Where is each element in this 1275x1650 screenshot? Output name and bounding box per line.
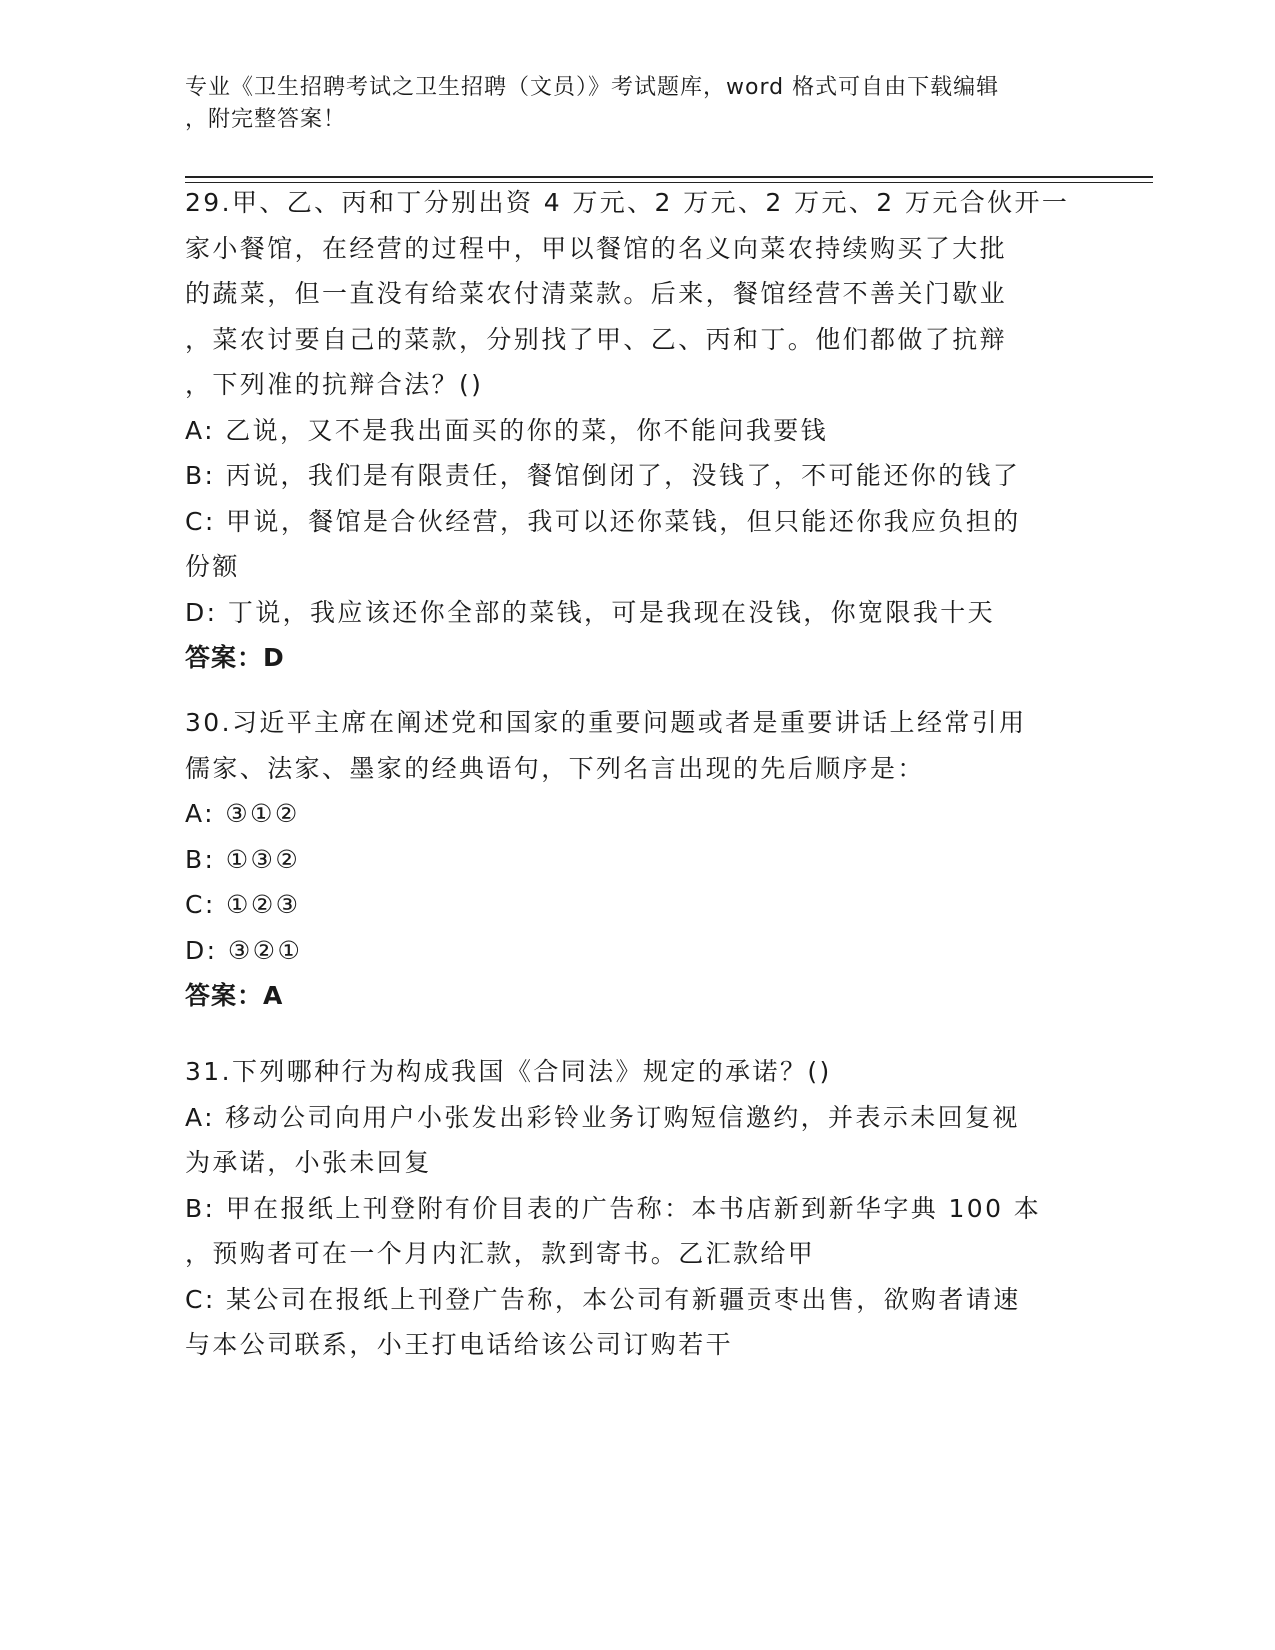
option-b: B: ①③② xyxy=(185,844,301,874)
option-b: B: 丙说，我们是有限责任，餐馆倒闭了，没钱了，不可能还你的钱了 xyxy=(185,461,1021,490)
option-a: A: 移动公司向用户小张发出彩铃业务订购短信邀约，并表示未回复视 xyxy=(185,1102,1020,1132)
question-30 xyxy=(185,700,1085,1019)
question-stem-line: 31.下列哪种行为构成我国《合同法》规定的承诺？() xyxy=(185,1057,832,1086)
option-a-continued: 为承诺，小张未回复 xyxy=(185,1148,432,1177)
question-29 xyxy=(185,180,1085,681)
question-stem-line: ，菜农讨要自己的菜款，分别找了甲、乙、丙和丁。他们都做了抗辩 xyxy=(185,324,1008,354)
document-header xyxy=(185,72,1085,136)
question-stem-line: 30.习近平主席在阐述党和国家的重要问题或者是重要讲话上经常引用 xyxy=(185,708,1027,737)
option-c-continued: 与本公司联系，小王打电话给该公司订购若干 xyxy=(185,1330,734,1359)
option-b-continued: ，预购者可在一个月内汇款，款到寄书。乙汇款给甲 xyxy=(185,1239,816,1268)
header-line-1: 专业《卫生招聘考试之卫生招聘（文员）》考试题库，word 格式可自由下载编辑 xyxy=(185,75,1000,100)
header-divider-thick xyxy=(185,176,1153,178)
option-b: B: 甲在报纸上刊登附有价目表的广告称：本书店新到新华字典 100 本 xyxy=(185,1193,1042,1223)
option-c: C: 甲说，餐馆是合伙经营，我可以还你菜钱，但只能还你我应负担的 xyxy=(185,506,1021,536)
question-stem-line: 家小餐馆，在经营的过程中，甲以餐馆的名义向菜农持续购买了大批 xyxy=(185,233,1008,263)
option-d: D: 丁说，我应该还你全部的菜钱，可是我现在没钱，你宽限我十天 xyxy=(185,597,996,627)
option-c: C: ①②③ xyxy=(185,890,301,919)
answer-label: 答案：A xyxy=(185,981,284,1010)
question-stem-line: 儒家、法家、墨家的经典语句，下列名言出现的先后顺序是： xyxy=(185,753,925,783)
option-d: D: ③②① xyxy=(185,935,303,965)
question-stem-line: 的蔬菜，但一直没有给菜农付清菜款。后来，餐馆经营不善关门歇业 xyxy=(185,279,1008,308)
question-31 xyxy=(185,1049,1085,1368)
option-c-continued: 份额 xyxy=(185,552,240,581)
option-c: C: 某公司在报纸上刊登广告称，本公司有新疆贡枣出售，欲购者请速 xyxy=(185,1284,1021,1314)
option-a: A: 乙说，又不是我出面买的你的菜，你不能问我要钱 xyxy=(185,415,829,445)
option-a: A: ③①② xyxy=(185,799,300,828)
question-stem-line: ，下列准的抗辩合法？() xyxy=(185,370,484,399)
header-line-2: ，附完整答案！ xyxy=(185,107,347,132)
answer-label: 答案：D xyxy=(185,643,285,672)
question-stem-line: 29.甲、乙、丙和丁分别出资 4 万元、2 万元、2 万元、2 万元合伙开一 xyxy=(185,188,1070,217)
